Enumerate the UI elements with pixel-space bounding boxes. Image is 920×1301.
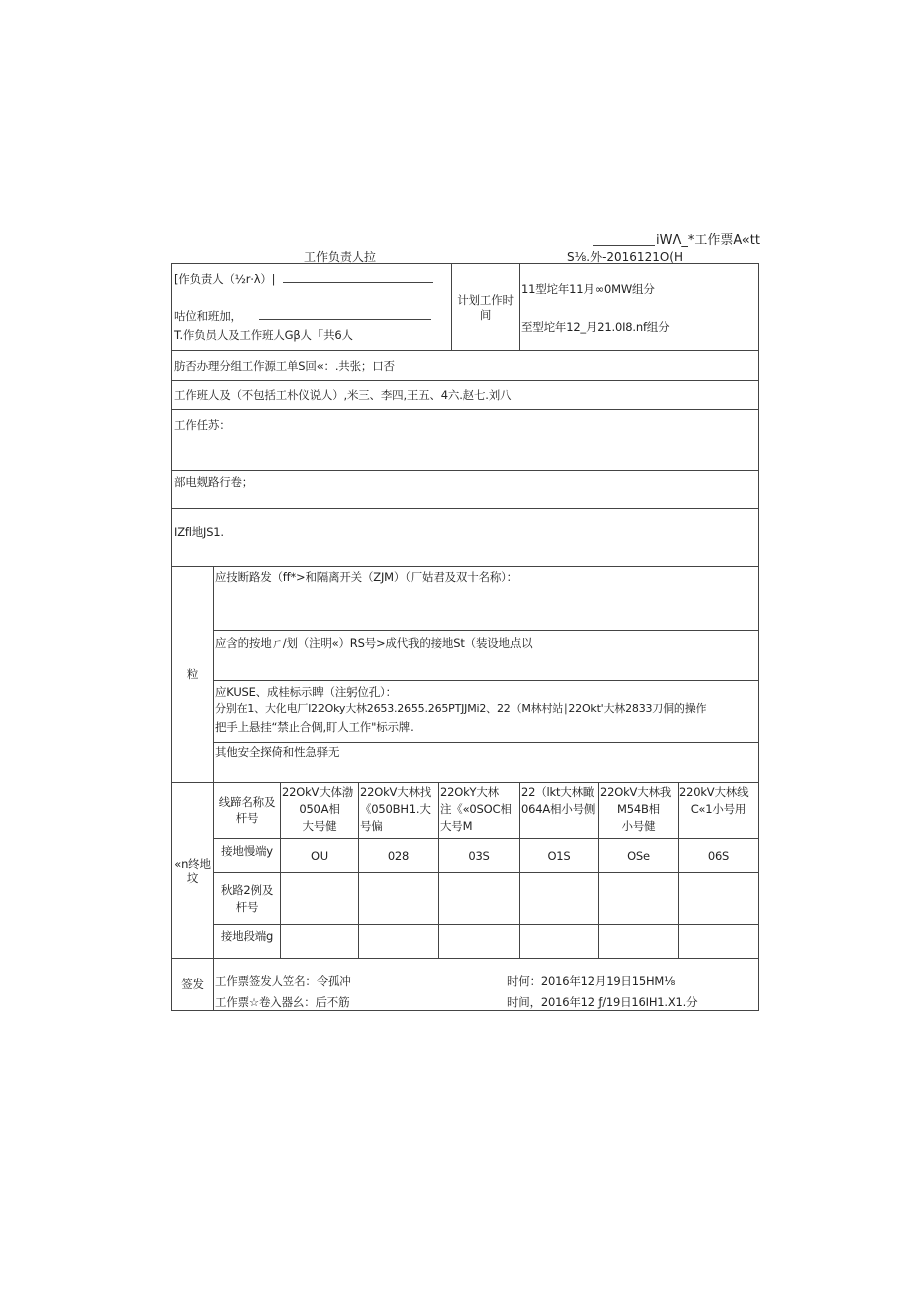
row-label-ground-end-2: 接地段端g: [220, 929, 274, 943]
safety-item-grounding: 应含的按地ㄏ/划（注明«）RS号>成代我的接地St（装设地点以: [215, 636, 533, 650]
station-field: [174, 307, 431, 323]
col6-name-1: 220kV大林线: [679, 785, 749, 799]
row-divider: [172, 508, 758, 509]
col3-name-3: 大号M: [440, 819, 473, 833]
col6-code: 06S: [707, 849, 730, 863]
col-divider: [213, 566, 214, 1010]
col3-name-2: 注《«0SOC相: [440, 802, 512, 816]
col5-code: OSe: [627, 849, 650, 863]
col5-name-3: 小号健: [621, 819, 656, 833]
leader-label: [作负责人（½r⋅λ）|: [174, 272, 276, 286]
col5-name-1: 22OkV大林我: [600, 785, 672, 799]
col2-code: 028: [387, 849, 410, 863]
col-divider: [519, 782, 520, 958]
col2-name-2: 《050BH1.大: [360, 802, 431, 816]
leader-field: [174, 270, 433, 286]
time-start: 11型坨年11月∞0MW组分: [521, 282, 655, 296]
col3-code: 03S: [468, 849, 490, 863]
task-row: 工作任苏：: [174, 418, 231, 432]
safety-side-label: 粒: [186, 667, 199, 681]
row-divider: [213, 872, 758, 873]
ground-side-label-line1: «n终地: [174, 857, 211, 871]
row-label-line-name-2: 杆号: [235, 811, 259, 825]
row-label-line2: 秋路2例及: [220, 883, 274, 897]
col3-name-1: 22OkY大林: [440, 785, 499, 799]
ground-side-label-line2: 坟: [186, 871, 199, 885]
col1-name-1: 22OkV大体渤: [282, 785, 354, 799]
station-label: 咕位和班加，: [174, 309, 242, 323]
form-title: iWΛ_*工作票A«tt: [656, 233, 760, 248]
crew-row: 工作班人及（不包括工朴仪说人）,米三、李四,王五、4六.赵七.刘八: [174, 388, 512, 402]
leader-underline: [283, 270, 433, 283]
safety-item-breakers: 应技断路发（ff*>和隔离开关（ZJM）（厂姑君及双十名称）：: [215, 570, 518, 584]
work-ticket-form: [171, 263, 759, 1011]
col1-code: OU: [310, 849, 329, 863]
row-divider: [172, 409, 758, 410]
title-underline: [593, 234, 655, 246]
row-label-ground-end: 接地慢端y: [221, 844, 273, 858]
col5-name-2: M54B相: [617, 802, 660, 816]
row-divider: [213, 680, 758, 681]
ticket-issue-row: 肪否办理分组工作源工单S回«：.共张；口否: [174, 359, 395, 373]
col-divider: [358, 782, 359, 958]
col4-name-2: 064A相小号侧: [521, 802, 596, 816]
ticket-number: S⅛.外-2016121O(H: [567, 250, 683, 264]
sign-side-label: 签发: [181, 977, 204, 991]
safety-item-sign-detail: 分别在1、大化电厂l22Oky大林2653.2655.265PTJJMi2、22（M林村站∣22Okt'大林2833刀侗的操作: [215, 702, 707, 715]
signer-time: 时何：2016年12月19日15HM⅛: [507, 974, 676, 988]
row-divider: [213, 742, 758, 743]
safety-item-sign-text: 把手上悬挂“禁止合倜,盯人工作"标示牌.: [215, 720, 414, 734]
row-divider: [213, 838, 758, 839]
col2-name-1: 22OkV大林找: [360, 785, 432, 799]
col6-name-2: C«1小号用: [690, 802, 747, 816]
row-divider: [213, 630, 758, 631]
members-count: T.作负员人及工作班人Gβ人「共6人: [174, 328, 353, 342]
row-divider: [172, 958, 758, 959]
row-divider: [172, 470, 758, 471]
plan-time-label-line2: 间: [479, 308, 492, 322]
col-divider: [519, 264, 520, 350]
col-divider: [451, 264, 452, 350]
signer: 工作票签发人笠名：令孤冲: [215, 974, 351, 988]
safety-item-other: 其他安全探倚和性急驿无: [215, 745, 340, 759]
col2-name-3: 号偏: [360, 819, 383, 833]
col1-name-3: 大号健: [302, 819, 337, 833]
header-left-label: 工作负责人拉: [304, 250, 377, 264]
location-row: IZfl地JS1.: [174, 525, 224, 539]
station-underline: [259, 307, 431, 320]
plan-time-label-line1: 计划工作时: [457, 293, 514, 307]
row-divider: [172, 566, 758, 567]
receiver-time: 时间，2016年12 ƒ/19日16IH1.X1.分: [507, 995, 698, 1009]
line-name-row: 部电觌路行卷；: [174, 475, 254, 489]
row-label-line2-2: 杆号: [235, 900, 259, 914]
safety-item-signs: 应KUSE、成桂标示睥（注躬位孔）：: [215, 685, 397, 699]
time-end: 至型坨年12_月21.0I8.nf组分: [521, 320, 670, 334]
col-divider: [438, 782, 439, 958]
col4-name-1: 22（lkt大林瞰: [521, 785, 595, 799]
row-divider: [172, 782, 758, 783]
col1-name-2: 050A相: [299, 802, 340, 816]
row-divider: [172, 380, 758, 381]
row-label-line-name: 线蹄名称及: [218, 795, 276, 809]
col4-code: O1S: [547, 849, 571, 863]
row-divider: [213, 924, 758, 925]
row-divider: [172, 350, 758, 351]
receiver: 工作票☆卷入器幺：后不筋: [215, 995, 350, 1009]
